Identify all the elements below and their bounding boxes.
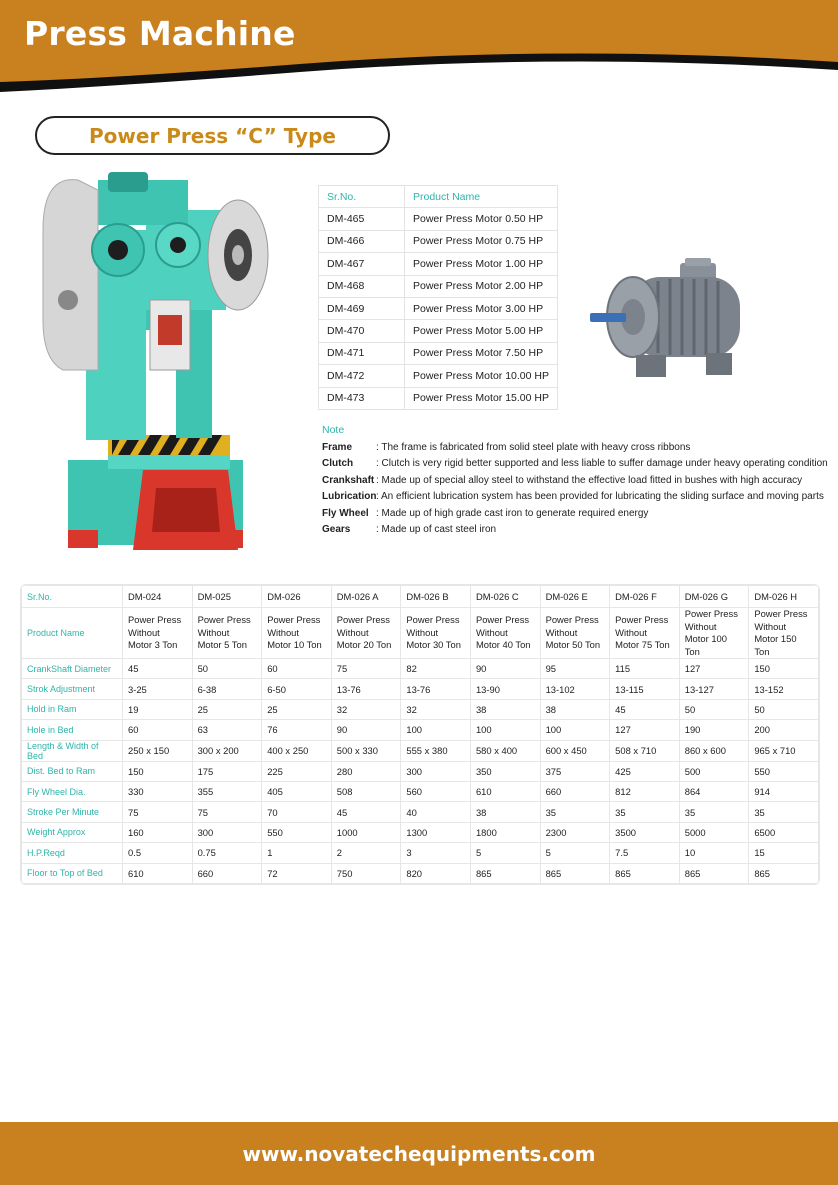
product-name-line: Without (197, 626, 230, 638)
motor-code: DM-468 (319, 275, 405, 297)
spec-value: 860 x 600 (679, 740, 749, 761)
spec-value: 60 (123, 720, 193, 740)
spec-value: 560 (401, 781, 471, 801)
motor-col-product: Product Name (405, 186, 558, 208)
spec-value: 550 (262, 822, 332, 842)
spec-value: 13-90 (470, 679, 540, 699)
spec-value: 90 (470, 659, 540, 679)
product-name-line: Without (754, 620, 787, 632)
motor-code: DM-470 (319, 320, 405, 342)
spec-model-code: DM-026 (262, 586, 332, 608)
table-row (22, 761, 819, 781)
table-row (22, 781, 819, 801)
note-text: : Made up of high grade cast iron to generate required energy (376, 507, 649, 519)
spec-model-code: DM-026 C (470, 586, 540, 608)
table-row (319, 365, 558, 387)
spec-value: 3-25 (123, 679, 193, 699)
spec-product-name (679, 608, 749, 659)
spec-value: 6500 (749, 822, 819, 842)
note-label: Clutch (322, 458, 354, 470)
spec-value: 13-76 (401, 679, 471, 699)
product-name-line: Power Press (128, 614, 182, 626)
spec-value: 115 (610, 659, 680, 679)
spec-value: 865 (610, 863, 680, 883)
spec-model-code: DM-026 F (610, 586, 680, 608)
table-row (22, 863, 819, 883)
note-text: : An efficient lubrication system has been provided for lubricating the sliding surface and moving parts (376, 491, 824, 503)
note-label: Frame (322, 441, 353, 453)
product-name-line: Without (336, 626, 369, 638)
table-row (22, 802, 819, 822)
spec-value: 19 (123, 699, 193, 719)
spec-value: 76 (262, 720, 332, 740)
table-row (319, 387, 558, 409)
spec-value: 2 (331, 843, 401, 863)
spec-value: 6-50 (262, 679, 332, 699)
product-name-line: Motor 5 Ton (197, 639, 247, 651)
spec-product-name (749, 608, 819, 659)
spec-model-code: DM-025 (192, 586, 262, 608)
spec-value: 160 (123, 822, 193, 842)
spec-value: 812 (610, 781, 680, 801)
spec-value: 13-127 (679, 679, 749, 699)
note-label: Crankshaft (322, 474, 375, 486)
spec-model-code: DM-026 E (540, 586, 610, 608)
motor-table (318, 185, 558, 410)
spec-value: 3500 (610, 822, 680, 842)
spec-model-code: DM-026 G (679, 586, 749, 608)
spec-row-label: H.P.Reqd (22, 843, 123, 863)
motor-code: DM-472 (319, 365, 405, 387)
spec-value: 610 (123, 863, 193, 883)
table-row (319, 320, 558, 342)
spec-value: 70 (262, 802, 332, 822)
spec-value: 25 (262, 699, 332, 719)
table-row (22, 720, 819, 740)
motor-code: DM-473 (319, 387, 405, 409)
motor-product: Power Press Motor 7.50 HP (405, 342, 558, 364)
motor-table-header (319, 186, 558, 208)
motor-product: Power Press Motor 0.75 HP (405, 230, 558, 252)
notes-section (322, 424, 828, 538)
spec-value: 45 (331, 802, 401, 822)
table-row (319, 275, 558, 297)
spec-value: 45 (610, 699, 680, 719)
spec-value: 13-115 (610, 679, 680, 699)
note-text: : Clutch is very rigid better supported and less liable to suffer damage under heavy operating condition (376, 458, 828, 470)
table-row (319, 253, 558, 275)
product-name-line: Power Press (336, 614, 390, 626)
spec-product-name (470, 608, 540, 659)
spec-value: 550 (749, 761, 819, 781)
spec-value: 500 (679, 761, 749, 781)
spec-value: 864 (679, 781, 749, 801)
note-text: : Made up of special alloy steel to withstand the effective load fitted in bushes with high accuracy (376, 474, 803, 486)
spec-value: 914 (749, 781, 819, 801)
spec-value: 25 (192, 699, 262, 719)
spec-value: 190 (679, 720, 749, 740)
spec-product-name (401, 608, 471, 659)
spec-product-name (192, 608, 262, 659)
spec-value: 35 (610, 802, 680, 822)
spec-value: 60 (262, 659, 332, 679)
spec-value: 6-38 (192, 679, 262, 699)
spec-value: 1 (262, 843, 332, 863)
spec-header-row (22, 586, 819, 608)
spec-value: 35 (749, 802, 819, 822)
spec-value: 375 (540, 761, 610, 781)
spec-product-name (123, 608, 193, 659)
spec-value: 15 (749, 843, 819, 863)
motor-product: Power Press Motor 5.00 HP (405, 320, 558, 342)
note-row (322, 522, 828, 539)
spec-table (21, 585, 819, 884)
spec-value: 865 (540, 863, 610, 883)
product-name-line: Without (128, 626, 160, 638)
spec-value: 82 (401, 659, 471, 679)
table-row (22, 822, 819, 842)
page-header (0, 0, 838, 92)
notes-title: Note (322, 424, 345, 436)
product-name-line: Motor 100 Ton (684, 633, 727, 657)
spec-product-row (22, 608, 819, 659)
spec-row-label: Weight Approx (22, 822, 123, 842)
spec-value: 75 (331, 659, 401, 679)
motor-product: Power Press Motor 15.00 HP (405, 387, 558, 409)
spec-value: 127 (610, 720, 680, 740)
product-name-line: Power Press (545, 614, 599, 626)
spec-row-label: Sr.No. (22, 586, 123, 608)
section-title: Power Press “C” Type (89, 123, 336, 148)
table-row (319, 208, 558, 230)
spec-value: 75 (192, 802, 262, 822)
spec-value: 865 (679, 863, 749, 883)
spec-value: 38 (470, 802, 540, 822)
product-name-line: Motor 10 Ton (267, 639, 322, 651)
spec-product-name (331, 608, 401, 659)
spec-value: 40 (401, 802, 471, 822)
table-row (22, 843, 819, 863)
product-name-line: Without (684, 620, 717, 632)
spec-value: 10 (679, 843, 749, 863)
spec-row-label: Hole in Bed (22, 720, 123, 740)
motor-product: Power Press Motor 10.00 HP (405, 365, 558, 387)
spec-value: 38 (470, 699, 540, 719)
spec-value: 3 (401, 843, 471, 863)
product-name-line: Without (267, 626, 299, 638)
table-row (22, 679, 819, 699)
spec-value: 63 (192, 720, 262, 740)
spec-value: 100 (540, 720, 610, 740)
spec-value: 38 (540, 699, 610, 719)
spec-value: 100 (470, 720, 540, 740)
product-name-line: Power Press (754, 608, 808, 619)
spec-value: 13-152 (749, 679, 819, 699)
spec-value: 225 (262, 761, 332, 781)
product-name-line: Motor 40 Ton (475, 639, 531, 651)
spec-value: 508 (331, 781, 401, 801)
spec-table-container (20, 584, 820, 885)
page-footer (0, 1122, 838, 1185)
motor-code: DM-467 (319, 253, 405, 275)
motor-code: DM-465 (319, 208, 405, 230)
spec-row-label: Fly Wheel Dia. (22, 781, 123, 801)
spec-value: 150 (123, 761, 193, 781)
spec-value: 250 x 150 (123, 740, 193, 761)
note-text: : The frame is fabricated from solid steel plate with heavy cross ribbons (376, 441, 691, 453)
spec-value: 600 x 450 (540, 740, 610, 761)
spec-value: 405 (262, 781, 332, 801)
spec-value: 35 (679, 802, 749, 822)
spec-value: 90 (331, 720, 401, 740)
spec-row-label: Hold in Ram (22, 699, 123, 719)
spec-value: 13-102 (540, 679, 610, 699)
spec-value: 610 (470, 781, 540, 801)
spec-value: 5000 (679, 822, 749, 842)
spec-model-code: DM-026 H (749, 586, 819, 608)
spec-value: 350 (470, 761, 540, 781)
spec-value: 127 (679, 659, 749, 679)
table-row (22, 740, 819, 761)
spec-value: 50 (749, 699, 819, 719)
table-row (319, 230, 558, 252)
product-name-line: Power Press (684, 608, 738, 619)
spec-value: 508 x 710 (610, 740, 680, 761)
spec-value: 330 (123, 781, 193, 801)
motor-code: DM-471 (319, 342, 405, 364)
spec-value: 75 (123, 802, 193, 822)
spec-value: 660 (540, 781, 610, 801)
spec-product-name (610, 608, 680, 659)
table-row (22, 659, 819, 679)
product-name-line: Motor 20 Ton (336, 639, 392, 651)
power-press-machine-image (38, 170, 278, 570)
product-name-line: Without (406, 626, 439, 638)
spec-value: 35 (540, 802, 610, 822)
spec-value: 50 (192, 659, 262, 679)
spec-value: 1800 (470, 822, 540, 842)
spec-row-label: Length & Width of Bed (22, 740, 123, 761)
product-name-line: Without (475, 626, 508, 638)
spec-value: 425 (610, 761, 680, 781)
spec-row-label: Stroke Per Minute (22, 802, 123, 822)
page-title: Press Machine (24, 14, 296, 53)
motor-col-srno: Sr.No. (319, 186, 405, 208)
spec-value: 1300 (401, 822, 471, 842)
spec-value: 1000 (331, 822, 401, 842)
spec-value: 0.5 (123, 843, 193, 863)
spec-value: 50 (679, 699, 749, 719)
spec-value: 300 (401, 761, 471, 781)
spec-row-label: CrankShaft Diameter (22, 659, 123, 679)
note-label: Fly Wheel (322, 507, 369, 519)
spec-product-name (262, 608, 332, 659)
motor-product: Power Press Motor 1.00 HP (405, 253, 558, 275)
product-name-line: Without (545, 626, 578, 638)
motor-product: Power Press Motor 0.50 HP (405, 208, 558, 230)
motor-product: Power Press Motor 3.00 HP (405, 297, 558, 319)
note-row (322, 456, 828, 473)
spec-model-code: DM-026 B (401, 586, 471, 608)
spec-value: 5 (470, 843, 540, 863)
product-name-line: Power Press (197, 614, 251, 626)
table-row (319, 342, 558, 364)
note-row (322, 505, 828, 522)
spec-value: 5 (540, 843, 610, 863)
spec-value: 13-76 (331, 679, 401, 699)
product-name-line: Power Press (267, 614, 321, 626)
spec-value: 500 x 330 (331, 740, 401, 761)
spec-model-code: DM-024 (123, 586, 193, 608)
spec-row-label: Strok Adjustment (22, 679, 123, 699)
spec-value: 580 x 400 (470, 740, 540, 761)
motor-code: DM-469 (319, 297, 405, 319)
product-name-line: Power Press (406, 614, 460, 626)
spec-value: 300 (192, 822, 262, 842)
website-url: www.novatechequipments.com (242, 1141, 596, 1166)
note-text: : Made up of cast steel iron (376, 524, 497, 536)
spec-value: 150 (749, 659, 819, 679)
note-label: Lubrication (322, 491, 377, 503)
spec-value: 32 (401, 699, 471, 719)
spec-value: 2300 (540, 822, 610, 842)
spec-value: 865 (470, 863, 540, 883)
spec-value: 175 (192, 761, 262, 781)
spec-value: 200 (749, 720, 819, 740)
spec-value: 45 (123, 659, 193, 679)
spec-product-name (540, 608, 610, 659)
section-title-pill (35, 116, 390, 155)
product-name-line: Power Press (475, 614, 530, 626)
spec-row-label: Dist. Bed to Ram (22, 761, 123, 781)
spec-value: 865 (749, 863, 819, 883)
product-name-line: Motor 3 Ton (128, 639, 178, 651)
spec-value: 100 (401, 720, 471, 740)
note-row (322, 489, 828, 506)
product-name-line: Motor 150 Ton (754, 633, 797, 657)
spec-model-code: DM-026 A (331, 586, 401, 608)
electric-motor-image (588, 255, 748, 385)
spec-value: 95 (540, 659, 610, 679)
spec-value: 750 (331, 863, 401, 883)
spec-value: 660 (192, 863, 262, 883)
spec-value: 0.75 (192, 843, 262, 863)
product-name-line: Motor 50 Ton (545, 639, 601, 651)
motor-code: DM-466 (319, 230, 405, 252)
spec-value: 300 x 200 (192, 740, 262, 761)
spec-value: 72 (262, 863, 332, 883)
note-row (322, 439, 828, 456)
spec-value: 355 (192, 781, 262, 801)
spec-row-label: Product Name (22, 608, 123, 659)
spec-value: 400 x 250 (262, 740, 332, 761)
table-row (22, 699, 819, 719)
spec-value: 555 x 380 (401, 740, 471, 761)
table-row (319, 297, 558, 319)
spec-value: 7.5 (610, 843, 680, 863)
spec-value: 965 x 710 (749, 740, 819, 761)
note-row (322, 472, 828, 489)
spec-value: 32 (331, 699, 401, 719)
product-name-line: Motor 30 Ton (406, 639, 461, 651)
product-name-line: Motor 75 Ton (615, 639, 670, 651)
product-name-line: Power Press (615, 614, 669, 626)
motor-product: Power Press Motor 2.00 HP (405, 275, 558, 297)
spec-value: 280 (331, 761, 401, 781)
note-label: Gears (322, 524, 351, 536)
spec-value: 820 (401, 863, 471, 883)
product-name-line: Without (615, 626, 647, 638)
spec-row-label: Floor to Top of Bed (22, 863, 123, 883)
